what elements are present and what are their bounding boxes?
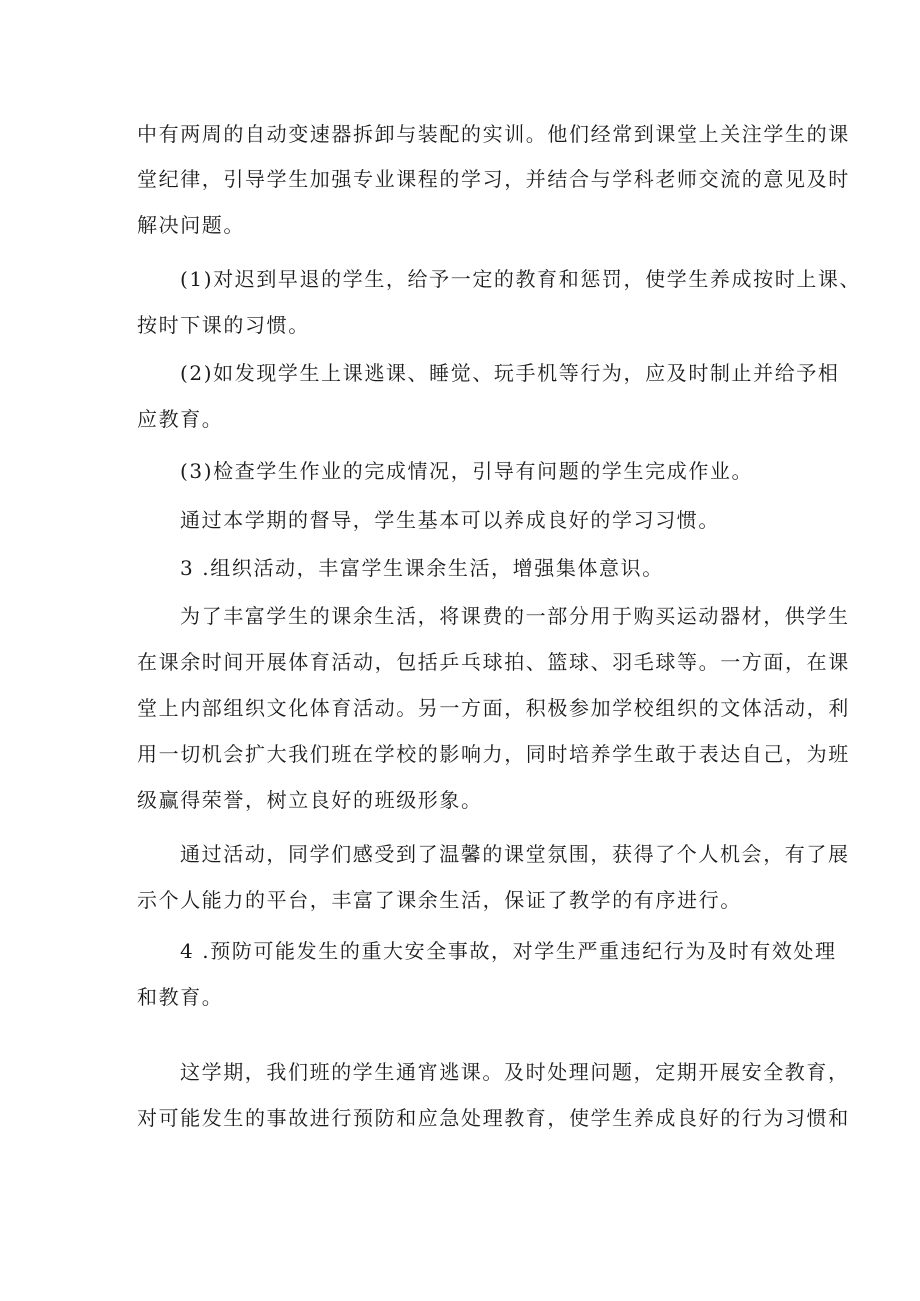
list-item-3: (3)检查学生作业的完成情况，引导有问题的学生完成作业。 [180, 459, 754, 483]
body-line-1: 中有两周的自动变速器拆卸与装配的实训。他们经常到课堂上关注学生的课 [137, 122, 850, 146]
activities-line-3: 堂上内部组织文化体育活动。另一方面，积极参加学校组织的文体活动，利 [137, 696, 850, 720]
result-line-2: 示个人能力的平台，丰富了课余生活，保证了教学的有序进行。 [137, 888, 742, 912]
list-item-2-line-2: 应教育。 [137, 407, 224, 431]
activities-line-2: 在课余时间开展体育活动，包括乒乓球拍、篮球、羽毛球等。一方面，在课 [137, 650, 850, 674]
section-heading-4-line-1: 4 .预防可能发生的重大安全事故，对学生严重违纪行为及时有效处理 [180, 939, 837, 963]
activities-line-1: 为了丰富学生的课余生活，将课费的一部分用于购买运动器材，供学生 [180, 604, 850, 628]
activities-line-5: 级赢得荣誉，树立良好的班级形象。 [137, 788, 483, 812]
safety-line-2: 对可能发生的事故进行预防和应急处理教育，使学生养成良好的行为习惯和 [137, 1106, 850, 1130]
activities-line-4: 用一切机会扩大我们班在学校的影响力，同时培养学生敢于表达自己，为班 [137, 742, 850, 766]
summary-paragraph: 通过本学期的督导，学生基本可以养成良好的学习习惯。 [180, 508, 720, 532]
result-line-1: 通过活动，同学们感受到了温馨的课堂氛围，获得了个人机会，有了展 [180, 842, 850, 866]
list-item-1-line-2: 按时下课的习惯。 [137, 313, 310, 337]
safety-line-1: 这学期，我们班的学生通宵逃课。及时处理问题，定期开展安全教育， [180, 1060, 850, 1084]
section-heading-3: 3 .组织活动，丰富学生课余生活，增强集体意识。 [180, 556, 664, 580]
list-item-2-line-1: (2)如发现学生上课逃课、睡觉、玩手机等行为，应及时制止并给予相 [180, 361, 840, 385]
list-item-1-line-1: (1)对迟到早退的学生，给予一定的教育和惩罚，使学生养成按时上课、 [180, 267, 862, 291]
section-heading-4-line-2: 和教育。 [137, 985, 224, 1009]
body-line-2: 堂纪律，引导学生加强专业课程的学习，并结合与学科老师交流的意见及时 [137, 167, 850, 191]
body-line-3: 解决问题。 [137, 213, 245, 237]
